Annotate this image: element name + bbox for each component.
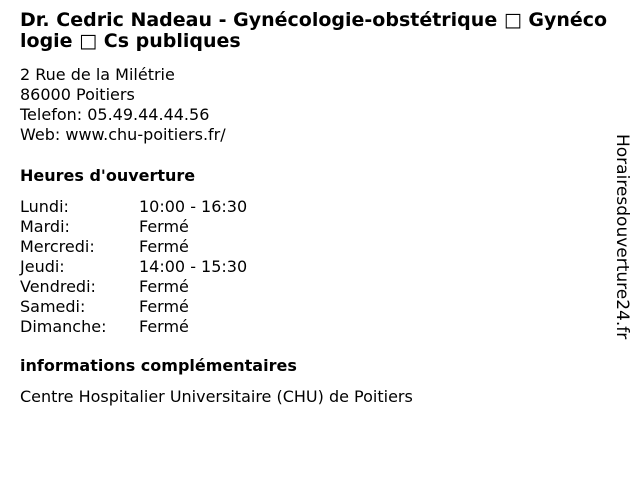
day-label: Mardi: (20, 217, 70, 236)
phone-number: Telefon: 05.49.44.44.56 (20, 105, 210, 124)
address-block (20, 65, 610, 145)
page-title: Dr. Cedric Nadeau - Gynécologie-obstétrique □ Gynécologie □ Cs publiques (20, 9, 608, 52)
day-label: Lundi: (20, 197, 69, 216)
hours-row-tuesday (20, 217, 610, 237)
day-label: Mercredi: (20, 237, 95, 256)
city-postal: 86000 Poitiers (20, 85, 135, 104)
opening-hours-table (20, 197, 610, 337)
day-hours: Fermé (139, 217, 189, 236)
day-hours: Fermé (139, 237, 189, 256)
day-hours: Fermé (139, 277, 189, 296)
hours-row-friday (20, 277, 610, 297)
day-hours: 14:00 - 15:30 (139, 257, 248, 276)
hours-row-saturday (20, 297, 610, 317)
hours-row-wednesday (20, 237, 610, 257)
street-address: 2 Rue de la Milétrie (20, 65, 175, 84)
day-label: Dimanche: (20, 317, 107, 336)
day-hours: Fermé (139, 297, 189, 316)
additional-info-text: Centre Hospitalier Universitaire (CHU) de Poitiers (20, 387, 413, 406)
website: Web: www.chu-poitiers.fr/ (20, 125, 226, 144)
day-hours: Fermé (139, 317, 189, 336)
site-watermark: Horairesdouverture24.fr (612, 134, 632, 340)
additional-info-heading: informations complémentaires (20, 356, 297, 375)
hours-row-monday (20, 197, 610, 217)
day-label: Samedi: (20, 297, 86, 316)
day-label: Jeudi: (20, 257, 65, 276)
listing-page (20, 10, 610, 407)
opening-hours-heading: Heures d'ouverture (20, 166, 196, 185)
hours-row-thursday (20, 257, 610, 277)
day-label: Vendredi: (20, 277, 96, 296)
day-hours: 10:00 - 16:30 (139, 197, 248, 216)
hours-row-sunday (20, 317, 610, 337)
